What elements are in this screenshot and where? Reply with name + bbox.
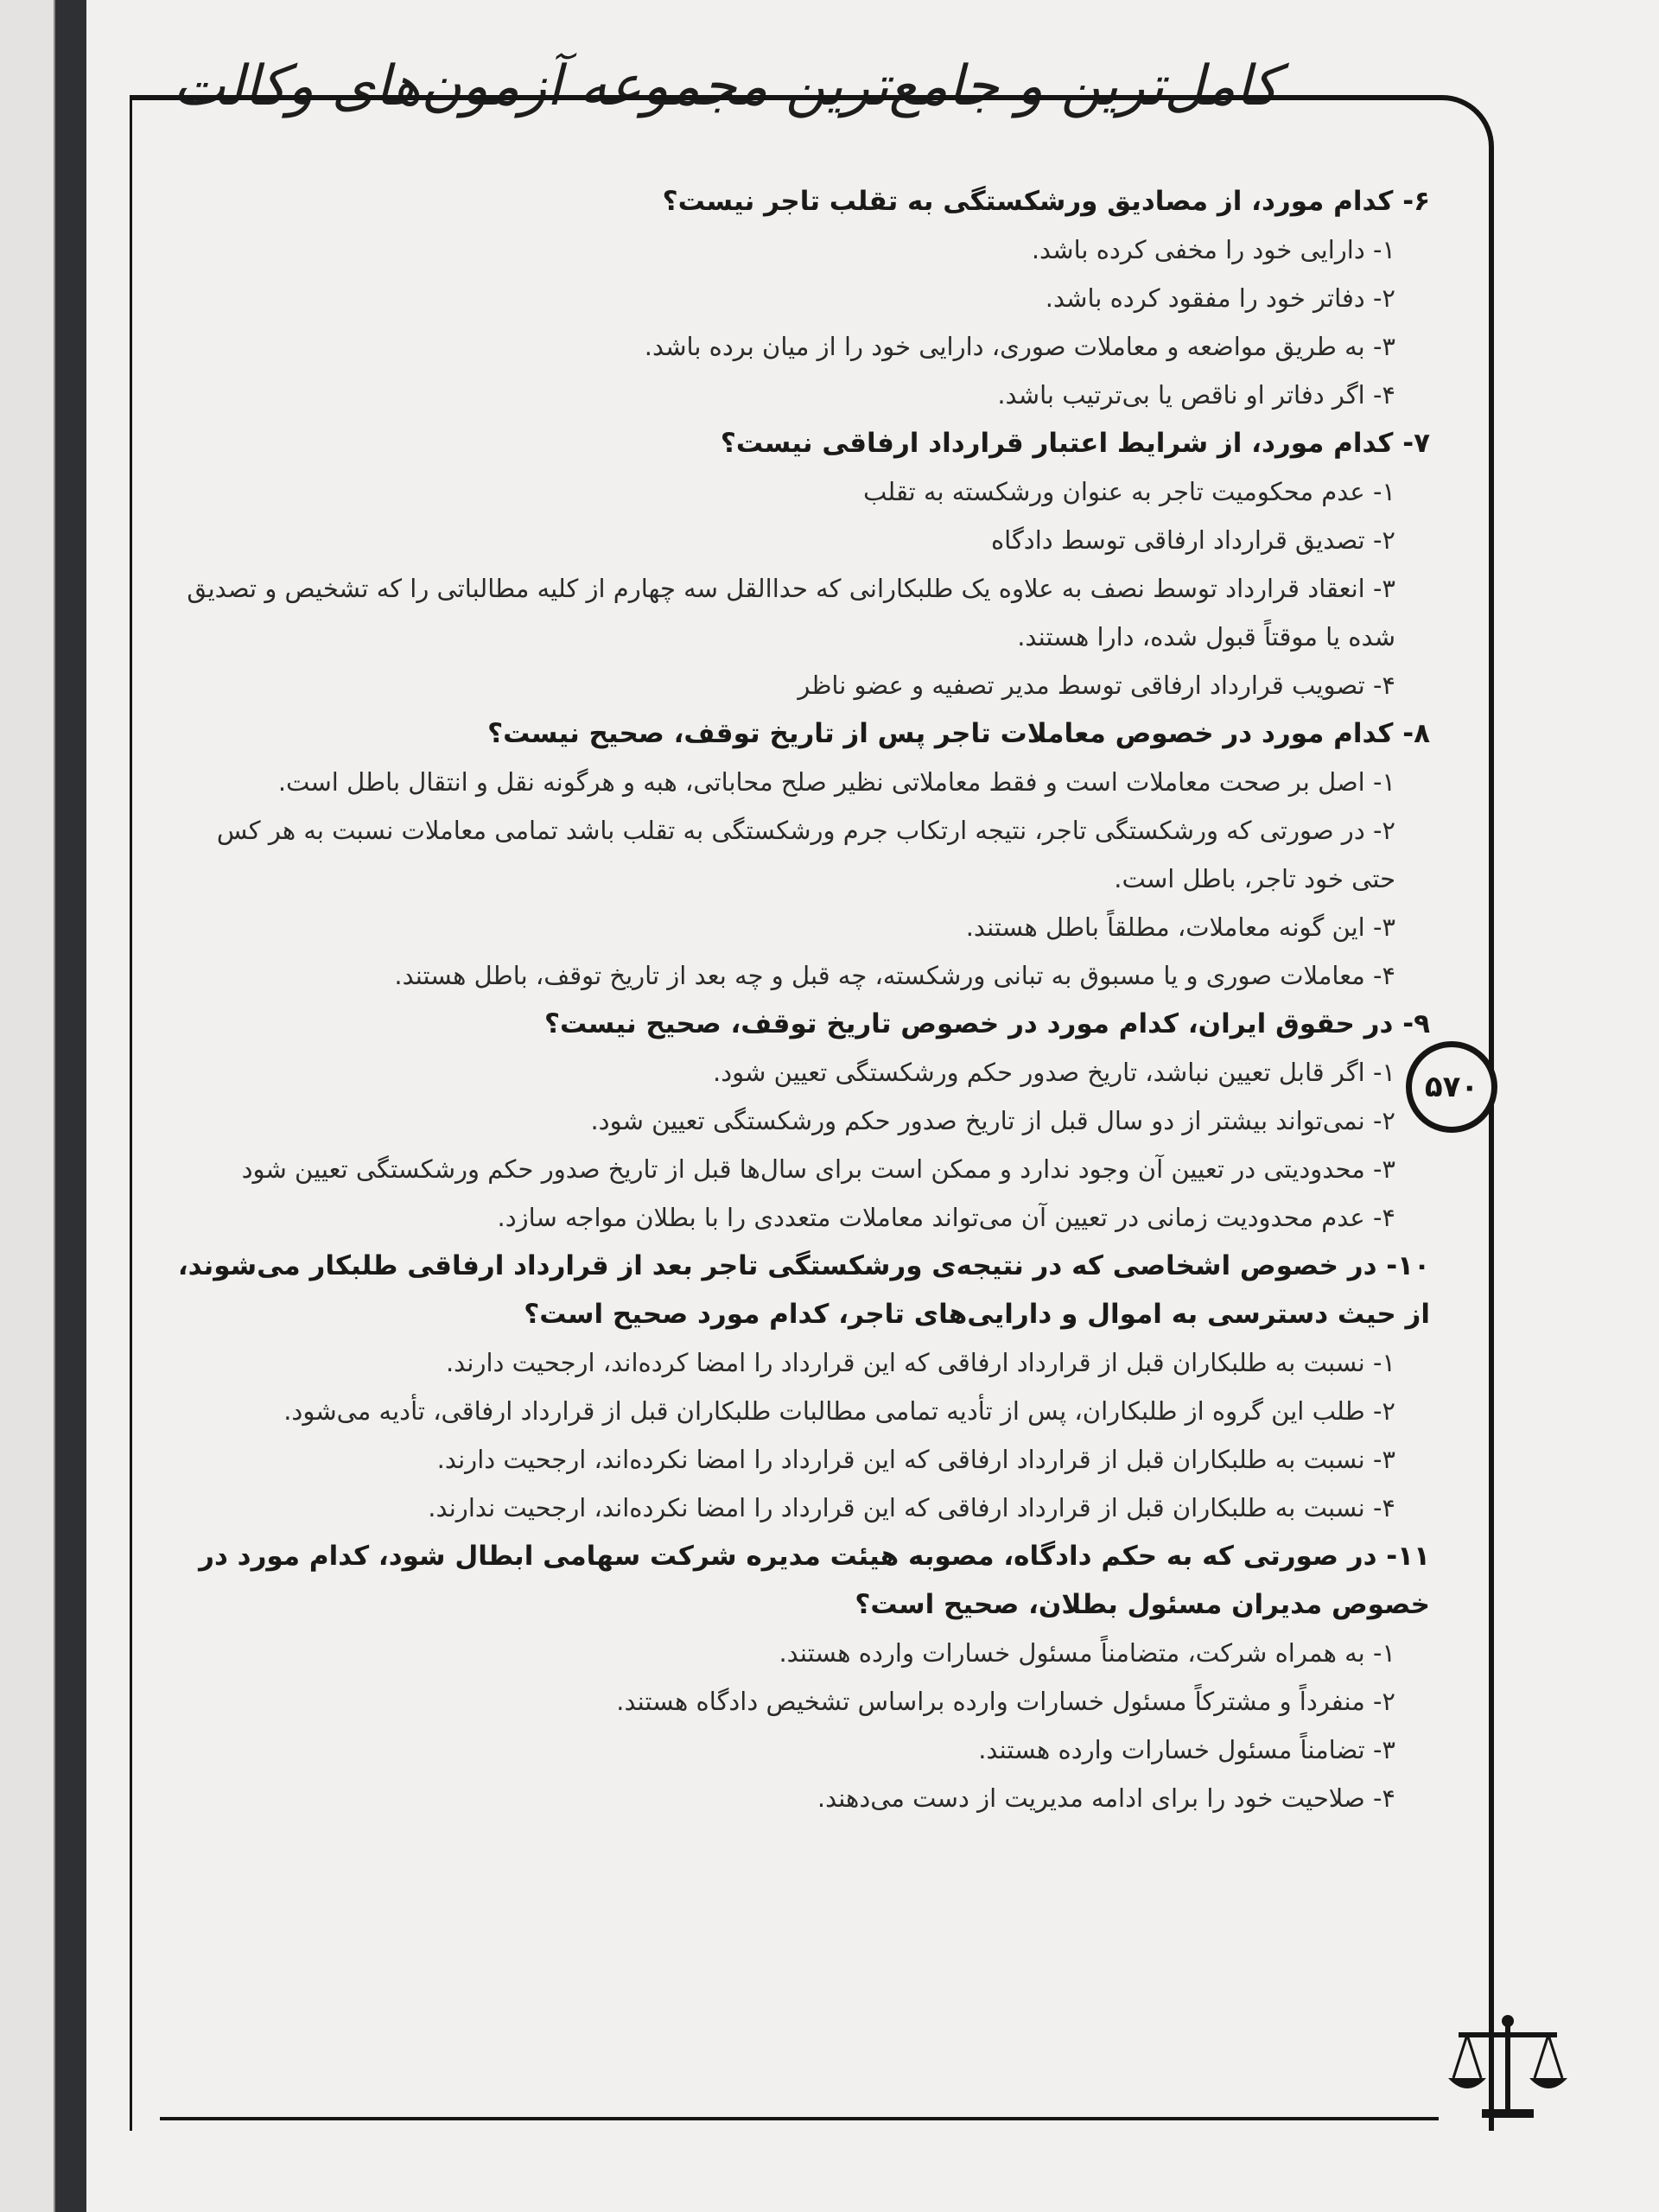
option: ۳- این گونه معاملات، مطلقاً باطل هستند.: [965, 912, 1395, 942]
option: ۲- در صورتی که ورشکستگی تاجر، نتیجه ارتکاب جرم ورشکستگی به تقلب باشد تمامی معاملات نسبت به هر کس حتی خود تاجر، باطل است.: [216, 816, 1395, 893]
option: ۳- نسبت به طلبکاران قبل از قرارداد ارفاقی که این قرارداد را امضا نکرده‌اند، ارجحیت دارند.: [436, 1445, 1395, 1474]
question-8: [177, 709, 1430, 1000]
option: ۱- به همراه شرکت، متضامناً مسئول خسارات وارده هستند.: [779, 1638, 1395, 1668]
option: ۳- انعقاد قرارداد توسط نصف به علاوه یک طلبکارانی که حداالقل سه چهارم از کلیه مطالباتی را که تشخیص و تصدیق شده یا موقتاً قبول شده، دارا هستند.: [187, 574, 1395, 652]
running-header-title: کامل‌ترین و جامع‌ترین مجموعه آزمون‌های وکالت: [173, 54, 1279, 118]
previous-page-edge: [0, 0, 55, 2212]
option: ۲- دفاتر خود را مفقود کرده باشد.: [1045, 283, 1395, 313]
option: ۳- محدودیتی در تعیین آن وجود ندارد و ممکن است برای سال‌ها قبل از تاریخ صدور حکم ورشکستگی تعیین شود: [241, 1154, 1395, 1184]
question-7: [177, 419, 1430, 709]
option: ۱- نسبت به طلبکاران قبل از قرارداد ارفاقی که این قرارداد را امضا کرده‌اند، ارجحیت دارند.: [445, 1348, 1395, 1377]
option: ۱- عدم محکومیت تاجر به عنوان ورشکسته به تقلب: [862, 477, 1395, 506]
question-text: ۶- کدام مورد، از مصادیق ورشکستگی به تقلب تاجر نیست؟: [662, 186, 1430, 217]
page-frame-bottom-rule: [160, 2117, 1439, 2120]
option: ۴- معاملات صوری و یا مسبوق به تبانی ورشکسته، چه قبل و چه بعد از تاریخ توقف، باطل هستند.: [394, 961, 1395, 990]
questions-content: [177, 177, 1430, 1822]
question-text: ۱۰- در خصوص اشخاصی که در نتیجه‌ی ورشکستگی تاجر بعد از قرارداد ارفاقی طلبکار می‌شوند، از حیث دسترسی به اموال و دارایی‌های تاجر، کدام مورد صحیح است؟: [177, 1250, 1430, 1330]
option: ۴- نسبت به طلبکاران قبل از قرارداد ارفاقی که این قرارداد را امضا نکرده‌اند، ارجحیت ندارند.: [428, 1493, 1395, 1522]
book-spine: [0, 0, 86, 2212]
option: ۱- اگر قابل تعیین نباشد، تاریخ صدور حکم ورشکستگی تعیین شود.: [713, 1058, 1395, 1087]
option: ۴- اگر دفاتر او ناقص یا بی‌ترتیب باشد.: [997, 380, 1395, 410]
option: ۲- تصدیق قرارداد ارفاقی توسط دادگاه: [990, 525, 1395, 555]
question-text: ۹- در حقوق ایران، کدام مورد در خصوص تاریخ توقف، صحیح نیست؟: [543, 1008, 1430, 1039]
page-number: ۵۷۰: [1424, 1070, 1479, 1104]
question-6: [177, 177, 1430, 419]
question-10: [177, 1242, 1430, 1532]
question-text: ۸- کدام مورد در خصوص معاملات تاجر پس از تاریخ توقف، صحیح نیست؟: [487, 718, 1430, 749]
question-text: ۱۱- در صورتی که به حکم دادگاه، مصوبه هیئت مدیره شرکت سهامی ابطال شود، کدام مورد در خصوص مدیران مسئول بطلان، صحیح است؟: [199, 1541, 1430, 1620]
option: ۲- نمی‌تواند بیشتر از دو سال قبل از تاریخ صدور حکم ورشکستگی تعیین شود.: [590, 1106, 1395, 1135]
option: ۲- طلب این گروه از طلبکاران، پس از تأدیه تمامی مطالبات طلبکاران قبل از قرارداد ارفاقی، تأدیه می‌شود.: [283, 1396, 1395, 1426]
option: ۱- دارایی خود را مخفی کرده باشد.: [1031, 235, 1395, 264]
option: ۴- تصویب قرارداد ارفاقی توسط مدیر تصفیه و عضو ناظر: [798, 671, 1395, 700]
option: ۴- عدم محدودیت زمانی در تعیین آن می‌تواند معاملات متعددی را با بطلان مواجه سازد.: [497, 1203, 1395, 1232]
option: ۳- به طریق مواضعه و معاملات صوری، دارایی خود را از میان برده باشد.: [644, 332, 1395, 361]
option: ۲- منفرداً و مشترکاً مسئول خسارات وارده براساس تشخیص دادگاه هستند.: [616, 1687, 1395, 1716]
option: ۱- اصل بر صحت معاملات است و فقط معاملاتی نظیر صلح محاباتی، هبه و هرگونه نقل و انتقال باطل است.: [277, 767, 1395, 797]
question-text: ۷- کدام مورد، از شرایط اعتبار قرارداد ارفاقی نیست؟: [720, 428, 1430, 459]
option: ۳- تضامناً مسئول خسارات وارده هستند.: [978, 1735, 1395, 1764]
scales-of-justice-icon: [1443, 2009, 1573, 2130]
question-9: [177, 1000, 1430, 1242]
option: ۴- صلاحیت خود را برای ادامه مدیریت از دست می‌دهند.: [817, 1783, 1395, 1813]
question-11: [177, 1532, 1430, 1822]
